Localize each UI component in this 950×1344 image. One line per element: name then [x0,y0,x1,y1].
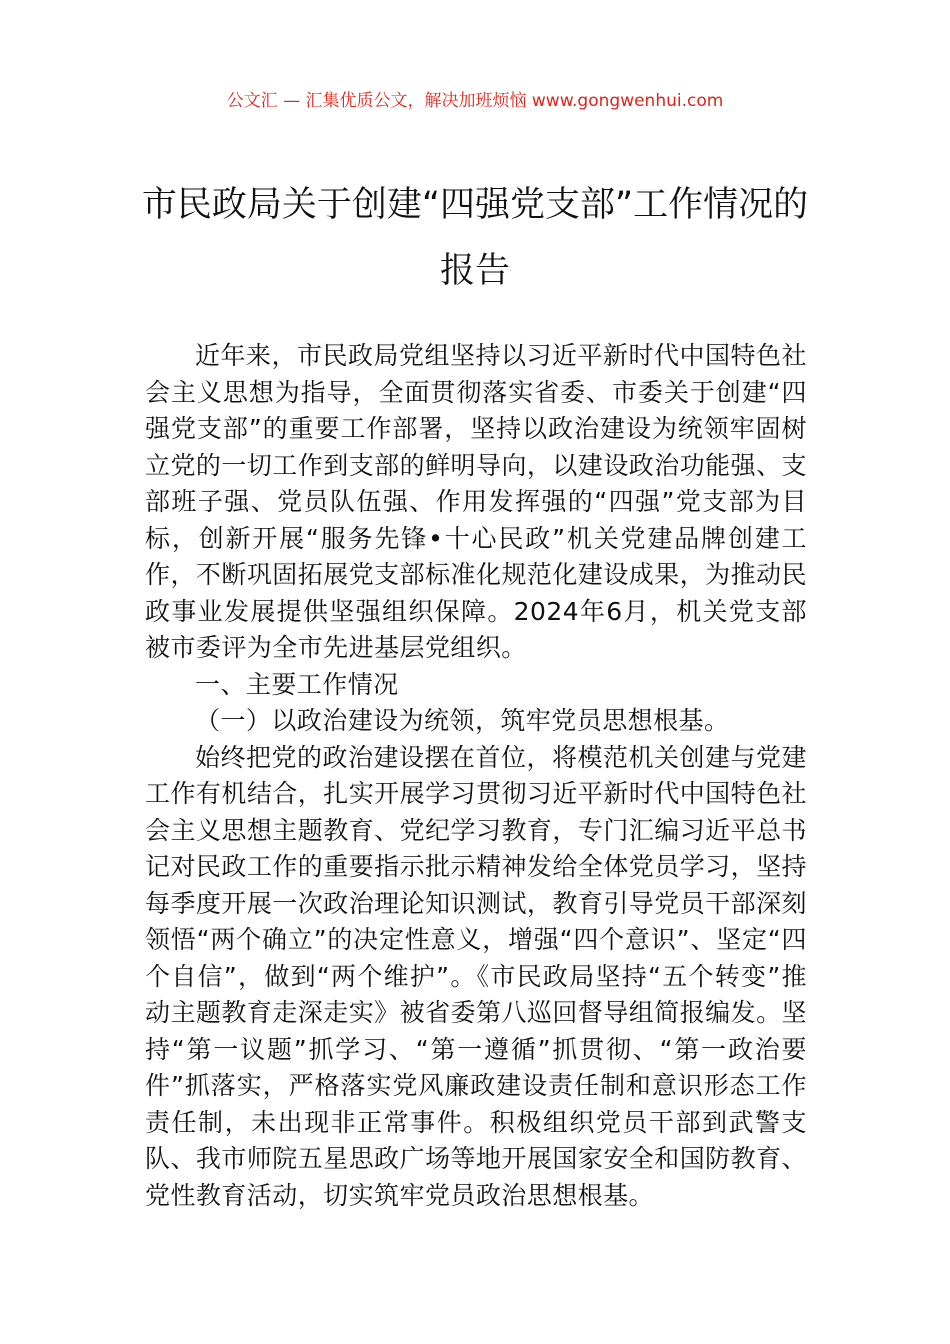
body-paragraph: 始终把党的政治建设摆在首位，将模范机关创建与党建工作有机结合，扎实开展学习贯彻习近平新时代中国特色社会主义思想主题教育、党纪学习教育，专门汇编习近平总书记对民政工作的重要指示批示精神发给全体党员学习，坚持每季度开展一次政治理论知识测试，教育引导党员干部深刻领悟“两个确立”的决定性意义，增强“四个意识”、坚定“四个自信”，做到“两个维护”。《市民政局坚持“五个转变”推动主题教育走深走实》被省委第八巡回督导组简报编发。坚持“第一议题”抓学习、“第一遵循”抓贯彻、“第一政治要件”抓落实，严格落实党风廉政建设责任制和意识形态工作责任制，未出现非正常事件。积极组织党员干部到武警支队、我市师院五星思政广场等地开展国家安全和国防教育、党性教育活动，切实筑牢党员政治思想根基。 [145,742,807,1210]
section-heading: 一、主要工作情况 [195,669,399,699]
subsection-heading: （一）以政治建设为统领，筑牢党员思想根基。 [195,706,730,735]
document-body [145,338,807,1214]
header-banner: 公文汇 — 汇集优质公文，解决加班烦恼 www.gongwenhui.com [226,91,724,111]
document-title: 市民政局关于创建“四强党支部”工作情况的报告 [141,185,809,291]
intro-paragraph: 近年来，市民政局党组坚持以习近平新时代中国特色社会主义思想为指导，全面贯彻落实省委、市委关于创建“四强党支部”的重要工作部署，坚持以政治建设为统领牢固树立党的一切工作到支部的鲜明导向，以建设政治功能强、支部班子强、党员队伍强、作用发挥强的“四强”党支部为目标，创新开展“服务先锋•十心民政”机关党建品牌创建工作，不断巩固拓展党支部标准化规范化建设成果，为推动民政事业发展提供坚强组织保障。2024年6月，机关党支部被市委评为全市先进基层党组织。 [145,341,807,662]
